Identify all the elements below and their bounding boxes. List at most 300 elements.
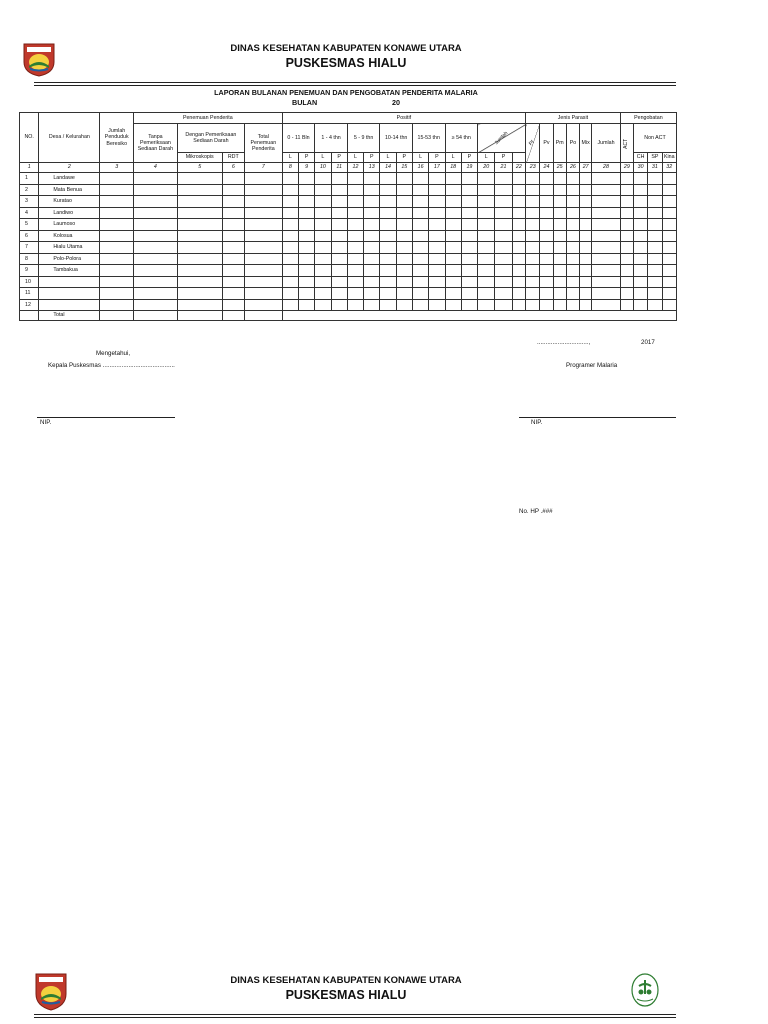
data-cell[interactable] <box>347 276 363 288</box>
data-cell[interactable] <box>566 196 579 208</box>
data-cell[interactable] <box>222 253 244 265</box>
data-cell[interactable] <box>592 276 621 288</box>
data-cell[interactable] <box>282 230 298 242</box>
data-cell[interactable] <box>478 196 495 208</box>
data-cell[interactable] <box>495 219 512 231</box>
data-cell[interactable] <box>429 196 445 208</box>
data-cell[interactable] <box>364 242 380 254</box>
data-cell[interactable] <box>634 196 648 208</box>
data-cell[interactable] <box>177 265 222 277</box>
data-cell[interactable] <box>648 173 662 185</box>
data-cell[interactable] <box>662 299 677 311</box>
data-cell[interactable] <box>134 230 178 242</box>
data-cell[interactable] <box>380 265 396 277</box>
data-cell[interactable] <box>634 288 648 300</box>
data-cell[interactable] <box>445 219 461 231</box>
data-cell[interactable] <box>364 207 380 219</box>
data-cell[interactable] <box>331 253 347 265</box>
data-cell[interactable] <box>461 288 477 300</box>
data-cell[interactable] <box>134 184 178 196</box>
data-cell[interactable] <box>540 288 553 300</box>
data-cell[interactable] <box>315 173 331 185</box>
data-cell[interactable] <box>396 276 412 288</box>
data-cell[interactable] <box>566 173 579 185</box>
data-cell[interactable] <box>461 253 477 265</box>
data-cell[interactable] <box>648 219 662 231</box>
data-cell[interactable] <box>100 276 134 288</box>
data-cell[interactable] <box>380 207 396 219</box>
data-cell[interactable] <box>662 230 677 242</box>
data-cell[interactable] <box>461 196 477 208</box>
data-cell[interactable] <box>478 230 495 242</box>
data-cell[interactable] <box>592 242 621 254</box>
data-cell[interactable] <box>620 196 633 208</box>
data-cell[interactable] <box>177 207 222 219</box>
data-cell[interactable] <box>412 196 428 208</box>
data-cell[interactable] <box>177 196 222 208</box>
data-cell[interactable] <box>540 253 553 265</box>
data-cell[interactable] <box>331 207 347 219</box>
data-cell[interactable] <box>429 288 445 300</box>
data-cell[interactable] <box>526 196 540 208</box>
data-cell[interactable] <box>244 299 282 311</box>
data-cell[interactable] <box>540 196 553 208</box>
data-cell[interactable] <box>512 230 525 242</box>
data-cell[interactable] <box>620 219 633 231</box>
data-cell[interactable] <box>634 173 648 185</box>
data-cell[interactable] <box>580 242 592 254</box>
data-cell[interactable] <box>553 242 566 254</box>
data-cell[interactable] <box>592 219 621 231</box>
data-cell[interactable] <box>396 288 412 300</box>
data-cell[interactable] <box>222 299 244 311</box>
data-cell[interactable] <box>580 276 592 288</box>
data-cell[interactable] <box>429 242 445 254</box>
data-cell[interactable] <box>634 276 648 288</box>
data-cell[interactable] <box>620 288 633 300</box>
data-cell[interactable] <box>244 207 282 219</box>
data-cell[interactable] <box>445 207 461 219</box>
data-cell[interactable] <box>526 184 540 196</box>
data-cell[interactable] <box>512 288 525 300</box>
data-cell[interactable] <box>177 276 222 288</box>
data-cell[interactable] <box>648 242 662 254</box>
data-cell[interactable] <box>461 184 477 196</box>
data-cell[interactable] <box>364 299 380 311</box>
data-cell[interactable] <box>478 219 495 231</box>
data-cell[interactable] <box>634 299 648 311</box>
data-cell[interactable] <box>580 173 592 185</box>
data-cell[interactable] <box>100 219 134 231</box>
data-cell[interactable] <box>347 299 363 311</box>
data-cell[interactable] <box>396 242 412 254</box>
data-cell[interactable] <box>380 219 396 231</box>
data-cell[interactable] <box>222 184 244 196</box>
data-cell[interactable] <box>648 299 662 311</box>
data-cell[interactable] <box>526 219 540 231</box>
data-cell[interactable] <box>592 230 621 242</box>
data-cell[interactable] <box>648 184 662 196</box>
data-cell[interactable] <box>662 173 677 185</box>
data-cell[interactable] <box>512 299 525 311</box>
data-cell[interactable] <box>347 253 363 265</box>
data-cell[interactable] <box>429 253 445 265</box>
data-cell[interactable] <box>592 265 621 277</box>
data-cell[interactable] <box>478 184 495 196</box>
data-cell[interactable] <box>331 196 347 208</box>
data-cell[interactable] <box>478 253 495 265</box>
data-cell[interactable] <box>445 276 461 288</box>
data-cell[interactable] <box>364 219 380 231</box>
data-cell[interactable] <box>429 219 445 231</box>
data-cell[interactable] <box>620 173 633 185</box>
data-cell[interactable] <box>282 265 298 277</box>
data-cell[interactable] <box>512 184 525 196</box>
data-cell[interactable] <box>282 253 298 265</box>
data-cell[interactable] <box>380 230 396 242</box>
data-cell[interactable] <box>592 253 621 265</box>
data-cell[interactable] <box>512 265 525 277</box>
data-cell[interactable] <box>177 173 222 185</box>
data-cell[interactable] <box>177 288 222 300</box>
data-cell[interactable] <box>412 299 428 311</box>
data-cell[interactable] <box>429 173 445 185</box>
data-cell[interactable] <box>553 265 566 277</box>
data-cell[interactable] <box>396 253 412 265</box>
data-cell[interactable] <box>100 253 134 265</box>
data-cell[interactable] <box>512 173 525 185</box>
data-cell[interactable] <box>429 276 445 288</box>
data-cell[interactable] <box>244 242 282 254</box>
data-cell[interactable] <box>298 230 314 242</box>
data-cell[interactable] <box>580 184 592 196</box>
data-cell[interactable] <box>244 184 282 196</box>
data-cell[interactable] <box>512 253 525 265</box>
data-cell[interactable] <box>540 173 553 185</box>
data-cell[interactable] <box>429 184 445 196</box>
data-cell[interactable] <box>100 242 134 254</box>
data-cell[interactable] <box>648 265 662 277</box>
data-cell[interactable] <box>512 242 525 254</box>
data-cell[interactable] <box>331 276 347 288</box>
data-cell[interactable] <box>526 207 540 219</box>
data-cell[interactable] <box>512 219 525 231</box>
data-cell[interactable] <box>134 276 178 288</box>
data-cell[interactable] <box>634 219 648 231</box>
data-cell[interactable] <box>134 207 178 219</box>
data-cell[interactable] <box>134 265 178 277</box>
data-cell[interactable] <box>396 173 412 185</box>
data-cell[interactable] <box>648 207 662 219</box>
data-cell[interactable] <box>412 184 428 196</box>
data-cell[interactable] <box>222 173 244 185</box>
data-cell[interactable] <box>244 288 282 300</box>
data-cell[interactable] <box>620 299 633 311</box>
data-cell[interactable] <box>331 173 347 185</box>
data-cell[interactable] <box>662 276 677 288</box>
data-cell[interactable] <box>461 219 477 231</box>
data-cell[interactable] <box>526 288 540 300</box>
data-cell[interactable] <box>461 242 477 254</box>
data-cell[interactable] <box>445 265 461 277</box>
data-cell[interactable] <box>244 253 282 265</box>
data-cell[interactable] <box>222 230 244 242</box>
data-cell[interactable] <box>580 230 592 242</box>
data-cell[interactable] <box>298 253 314 265</box>
data-cell[interactable] <box>100 265 134 277</box>
data-cell[interactable] <box>380 184 396 196</box>
data-cell[interactable] <box>364 184 380 196</box>
data-cell[interactable] <box>662 196 677 208</box>
data-cell[interactable] <box>495 253 512 265</box>
data-cell[interactable] <box>445 242 461 254</box>
data-cell[interactable] <box>244 196 282 208</box>
data-cell[interactable] <box>580 288 592 300</box>
data-cell[interactable] <box>461 207 477 219</box>
data-cell[interactable] <box>478 288 495 300</box>
data-cell[interactable] <box>592 173 621 185</box>
data-cell[interactable] <box>461 299 477 311</box>
data-cell[interactable] <box>634 207 648 219</box>
data-cell[interactable] <box>315 242 331 254</box>
data-cell[interactable] <box>100 207 134 219</box>
data-cell[interactable] <box>315 184 331 196</box>
data-cell[interactable] <box>134 288 178 300</box>
data-cell[interactable] <box>566 184 579 196</box>
data-cell[interactable] <box>512 196 525 208</box>
data-cell[interactable] <box>282 184 298 196</box>
data-cell[interactable] <box>222 265 244 277</box>
data-cell[interactable] <box>634 242 648 254</box>
data-cell[interactable] <box>315 299 331 311</box>
data-cell[interactable] <box>412 207 428 219</box>
data-cell[interactable] <box>620 265 633 277</box>
data-cell[interactable] <box>553 184 566 196</box>
data-cell[interactable] <box>662 207 677 219</box>
data-cell[interactable] <box>648 196 662 208</box>
data-cell[interactable] <box>380 253 396 265</box>
data-cell[interactable] <box>315 276 331 288</box>
data-cell[interactable] <box>412 276 428 288</box>
data-cell[interactable] <box>364 265 380 277</box>
data-cell[interactable] <box>396 265 412 277</box>
data-cell[interactable] <box>347 288 363 300</box>
data-cell[interactable] <box>580 219 592 231</box>
data-cell[interactable] <box>134 253 178 265</box>
data-cell[interactable] <box>347 184 363 196</box>
data-cell[interactable] <box>244 265 282 277</box>
data-cell[interactable] <box>396 230 412 242</box>
data-cell[interactable] <box>298 288 314 300</box>
data-cell[interactable] <box>412 288 428 300</box>
data-cell[interactable] <box>648 288 662 300</box>
data-cell[interactable] <box>282 207 298 219</box>
data-cell[interactable] <box>331 242 347 254</box>
data-cell[interactable] <box>445 184 461 196</box>
data-cell[interactable] <box>222 242 244 254</box>
data-cell[interactable] <box>315 207 331 219</box>
data-cell[interactable] <box>478 265 495 277</box>
data-cell[interactable] <box>100 173 134 185</box>
data-cell[interactable] <box>134 242 178 254</box>
data-cell[interactable] <box>553 196 566 208</box>
data-cell[interactable] <box>592 184 621 196</box>
data-cell[interactable] <box>592 299 621 311</box>
data-cell[interactable] <box>620 184 633 196</box>
data-cell[interactable] <box>134 173 178 185</box>
data-cell[interactable] <box>634 253 648 265</box>
data-cell[interactable] <box>495 196 512 208</box>
data-cell[interactable] <box>445 196 461 208</box>
data-cell[interactable] <box>282 242 298 254</box>
data-cell[interactable] <box>620 207 633 219</box>
data-cell[interactable] <box>177 253 222 265</box>
data-cell[interactable] <box>566 242 579 254</box>
data-cell[interactable] <box>380 288 396 300</box>
data-cell[interactable] <box>298 276 314 288</box>
data-cell[interactable] <box>580 265 592 277</box>
data-cell[interactable] <box>461 173 477 185</box>
data-cell[interactable] <box>429 299 445 311</box>
data-cell[interactable] <box>526 299 540 311</box>
data-cell[interactable] <box>412 219 428 231</box>
data-cell[interactable] <box>553 253 566 265</box>
data-cell[interactable] <box>478 173 495 185</box>
data-cell[interactable] <box>347 219 363 231</box>
data-cell[interactable] <box>134 299 178 311</box>
data-cell[interactable] <box>222 207 244 219</box>
data-cell[interactable] <box>412 242 428 254</box>
data-cell[interactable] <box>495 184 512 196</box>
data-cell[interactable] <box>566 207 579 219</box>
data-cell[interactable] <box>331 265 347 277</box>
data-cell[interactable] <box>526 173 540 185</box>
data-cell[interactable] <box>620 242 633 254</box>
data-cell[interactable] <box>364 173 380 185</box>
data-cell[interactable] <box>553 207 566 219</box>
data-cell[interactable] <box>282 173 298 185</box>
data-cell[interactable] <box>553 173 566 185</box>
data-cell[interactable] <box>540 242 553 254</box>
data-cell[interactable] <box>445 173 461 185</box>
data-cell[interactable] <box>364 253 380 265</box>
data-cell[interactable] <box>222 196 244 208</box>
data-cell[interactable] <box>495 242 512 254</box>
data-cell[interactable] <box>177 299 222 311</box>
data-cell[interactable] <box>662 265 677 277</box>
data-cell[interactable] <box>580 253 592 265</box>
data-cell[interactable] <box>298 219 314 231</box>
data-cell[interactable] <box>648 253 662 265</box>
data-cell[interactable] <box>380 196 396 208</box>
data-cell[interactable] <box>222 219 244 231</box>
data-cell[interactable] <box>662 253 677 265</box>
data-cell[interactable] <box>526 276 540 288</box>
data-cell[interactable] <box>526 265 540 277</box>
data-cell[interactable] <box>445 230 461 242</box>
data-cell[interactable] <box>620 276 633 288</box>
data-cell[interactable] <box>512 276 525 288</box>
data-cell[interactable] <box>566 230 579 242</box>
data-cell[interactable] <box>620 230 633 242</box>
data-cell[interactable] <box>540 219 553 231</box>
data-cell[interactable] <box>412 173 428 185</box>
data-cell[interactable] <box>298 242 314 254</box>
data-cell[interactable] <box>566 265 579 277</box>
data-cell[interactable] <box>412 253 428 265</box>
data-cell[interactable] <box>315 288 331 300</box>
data-cell[interactable] <box>380 299 396 311</box>
data-cell[interactable] <box>592 288 621 300</box>
data-cell[interactable] <box>662 242 677 254</box>
data-cell[interactable] <box>315 196 331 208</box>
data-cell[interactable] <box>364 276 380 288</box>
data-cell[interactable] <box>282 276 298 288</box>
data-cell[interactable] <box>648 276 662 288</box>
data-cell[interactable] <box>445 288 461 300</box>
data-cell[interactable] <box>331 230 347 242</box>
data-cell[interactable] <box>298 299 314 311</box>
data-cell[interactable] <box>380 276 396 288</box>
data-cell[interactable] <box>662 184 677 196</box>
data-cell[interactable] <box>553 276 566 288</box>
data-cell[interactable] <box>580 207 592 219</box>
data-cell[interactable] <box>461 276 477 288</box>
data-cell[interactable] <box>315 230 331 242</box>
data-cell[interactable] <box>526 230 540 242</box>
data-cell[interactable] <box>445 299 461 311</box>
data-cell[interactable] <box>315 219 331 231</box>
data-cell[interactable] <box>100 196 134 208</box>
data-cell[interactable] <box>620 253 633 265</box>
data-cell[interactable] <box>347 207 363 219</box>
data-cell[interactable] <box>478 207 495 219</box>
data-cell[interactable] <box>580 299 592 311</box>
data-cell[interactable] <box>331 219 347 231</box>
data-cell[interactable] <box>177 230 222 242</box>
data-cell[interactable] <box>495 173 512 185</box>
data-cell[interactable] <box>331 184 347 196</box>
data-cell[interactable] <box>331 288 347 300</box>
data-cell[interactable] <box>553 288 566 300</box>
data-cell[interactable] <box>347 242 363 254</box>
data-cell[interactable] <box>580 196 592 208</box>
data-cell[interactable] <box>380 242 396 254</box>
data-cell[interactable] <box>298 207 314 219</box>
data-cell[interactable] <box>282 219 298 231</box>
data-cell[interactable] <box>100 299 134 311</box>
data-cell[interactable] <box>100 288 134 300</box>
data-cell[interactable] <box>553 299 566 311</box>
data-cell[interactable] <box>134 219 178 231</box>
data-cell[interactable] <box>244 219 282 231</box>
data-cell[interactable] <box>364 288 380 300</box>
data-cell[interactable] <box>315 253 331 265</box>
data-cell[interactable] <box>364 196 380 208</box>
data-cell[interactable] <box>282 196 298 208</box>
data-cell[interactable] <box>478 242 495 254</box>
data-cell[interactable] <box>177 219 222 231</box>
data-cell[interactable] <box>566 288 579 300</box>
data-cell[interactable] <box>495 276 512 288</box>
data-cell[interactable] <box>495 299 512 311</box>
data-cell[interactable] <box>222 288 244 300</box>
data-cell[interactable] <box>445 253 461 265</box>
data-cell[interactable] <box>592 207 621 219</box>
data-cell[interactable] <box>347 173 363 185</box>
data-cell[interactable] <box>540 299 553 311</box>
data-cell[interactable] <box>478 276 495 288</box>
